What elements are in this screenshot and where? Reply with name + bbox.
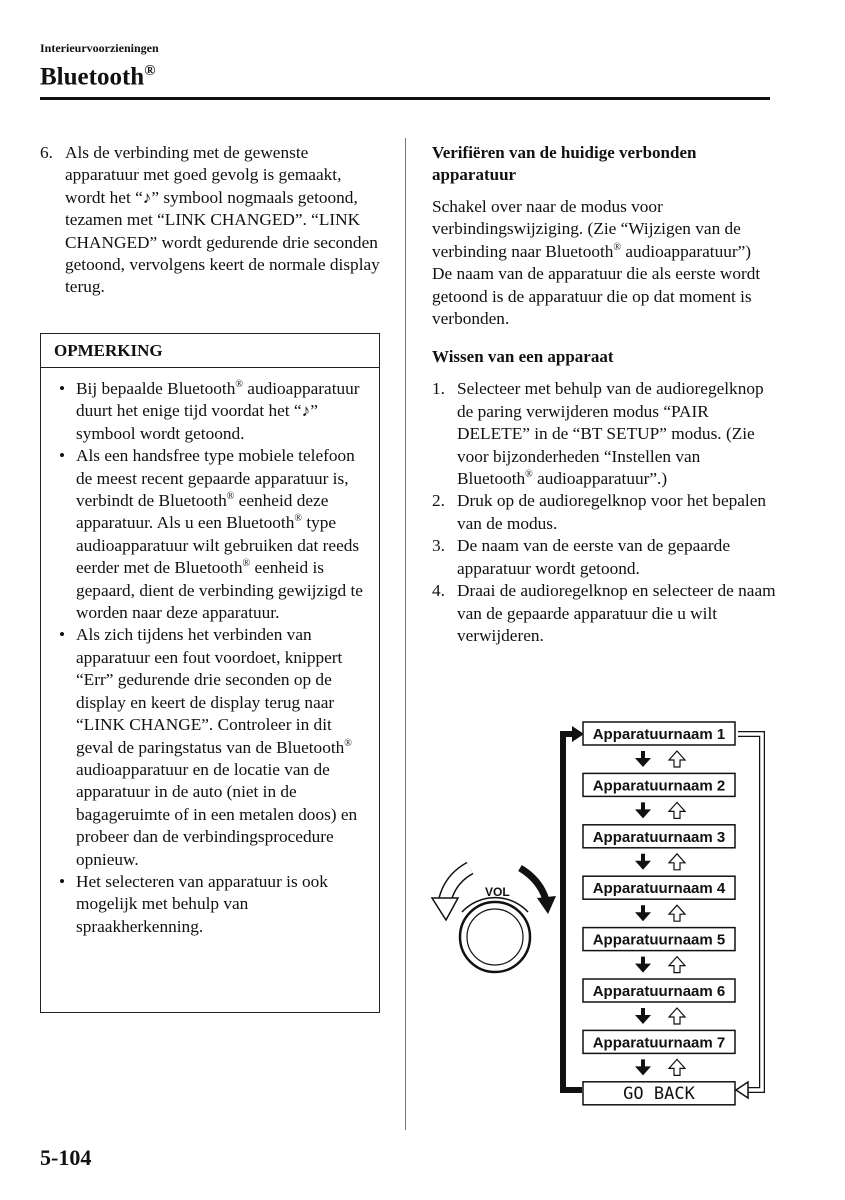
step-text: Draai de audioregelknop en selecteer de naam van de gepaarde apparatuur die u wilt verwijderen.	[457, 581, 776, 645]
registered-mark: ®	[226, 491, 235, 503]
arrow-down-icon	[635, 957, 651, 973]
bullet-text: eenheid is gepaard, dient de verbinding gewijzigd te worden naar deze apparatuur.	[76, 558, 363, 623]
music-note-icon: ♪	[301, 401, 311, 421]
bullet-text: audioapparatuur duurt het enige tijd voordat het “	[76, 379, 360, 421]
arrow-up-icon	[669, 1059, 685, 1075]
step-text: De naam van de eerste van de gepaarde apparatuur wordt getoond.	[457, 536, 730, 578]
device-name-label: Apparatuurnaam 4	[592, 880, 726, 898]
verify-heading: Verifiëren van de huidige verbonden apparatuur	[432, 143, 697, 184]
device-name-label: Apparatuurnaam 1	[592, 726, 726, 743]
device-name-label: Apparatuurnaam 2	[592, 777, 726, 795]
step-number: 4.	[432, 581, 445, 601]
arrow-up-icon	[669, 905, 685, 921]
note-title: OPMERKING	[41, 334, 379, 368]
registered-mark: ®	[294, 513, 302, 525]
verify-paragraph-2: De naam van de apparatuur die als eerste wordt getoond is de apparatuur die op dat moment is verbonden.	[432, 264, 761, 329]
page-title-text: Bluetooth	[40, 63, 145, 91]
step-number: 2.	[432, 491, 445, 511]
bullet-text: Als zich tijdens het verbinden van apparatuur een fout voordoet, knippert “Err” gedurende drie seconden op de display en keert de display terug naar “LINK CHANGE”. Controleer in dit geval de paringstatus van de Bluetooth	[76, 625, 345, 757]
registered-mark: ®	[344, 737, 352, 749]
arrow-up-icon	[669, 957, 685, 973]
knob-label: VOL	[485, 885, 510, 899]
registered-mark: ®	[235, 379, 243, 391]
arrow-up-icon	[669, 802, 685, 818]
bullet-text: type audioapparatuur wilt gebruiken dat reeds eerder met de Bluetooth	[76, 513, 360, 578]
device-name-label: Apparatuurnaam 3	[592, 828, 726, 846]
arrow-down-icon	[635, 905, 651, 921]
device-name-label: Apparatuurnaam 6	[592, 983, 726, 1000]
bullet-text: eenheid deze apparatuur. Als u een Bluetooth	[76, 491, 329, 533]
arrow-up-icon	[669, 1008, 685, 1024]
bullet-dot: •	[59, 871, 66, 891]
arrow-down-icon	[635, 802, 651, 818]
loop-arrow-up-icon	[736, 734, 762, 1098]
step-text: Druk op de audioregelknop voor het bepalen van de modus.	[457, 491, 767, 533]
vol-knob-icon	[460, 885, 530, 972]
registered-mark: ®	[613, 242, 622, 254]
device-list	[583, 722, 735, 1105]
arrow-down-icon	[635, 854, 651, 870]
loop-arrow-down-icon	[563, 726, 584, 1090]
section-label: Interieurvoorzieningen	[40, 41, 159, 55]
paragraph-text: Schakel over naar de modus voor verbindingswijziging. (Zie “Wijzigen van de verbinding naar Bluetooth	[432, 197, 741, 261]
delete-heading: Wissen van een apparaat	[432, 347, 614, 367]
arrow-up-icon	[669, 751, 685, 767]
bullet-dot: •	[59, 625, 66, 645]
paragraph-text: audioapparatuur”)	[625, 241, 752, 261]
bullet-text: ” symbool wordt getoond.	[76, 401, 318, 443]
rotate-left-arrow-icon	[432, 868, 470, 920]
step-text: Als de verbinding met de gewenste apparatuur met goed gevolg is gemaakt, wordt het “♪” symbool nogmaals getoond, tezamen met “LINK CHANGED”. “LINK CHANGED” wordt gedurende drie seconden getoond, vervolgens keert de normale display terug.	[65, 143, 380, 297]
bullet-dot: •	[59, 379, 66, 398]
bullet-text: audioapparatuur en de locatie van de apparatuur in de auto (niet in de bagageruimte of in een metalen doos) en probeer dan de verbindingsprocedure opnieuw.	[76, 759, 358, 869]
arrow-up-icon	[669, 854, 685, 870]
registered-mark: ®	[525, 469, 533, 481]
bullet-text: Het selecteren van apparatuur is ook mogelijk met behulp van spraakherkenning.	[76, 871, 328, 936]
arrow-down-icon	[635, 1059, 651, 1075]
page-number: 5-104	[40, 1145, 92, 1170]
device-name-label: Apparatuurnaam 5	[592, 931, 726, 949]
bullet-text: Als een handsfree type mobiele telefoon de meest recent gepaarde apparatuur is, verbindt de Bluetooth	[76, 446, 355, 511]
bullet-dot: •	[59, 446, 66, 466]
arrow-down-icon	[635, 751, 651, 767]
step-text: audioapparatuur”.)	[537, 469, 668, 489]
arrow-down-icon	[635, 1008, 651, 1024]
step-number: 3.	[432, 536, 445, 556]
rotate-right-arrow-icon	[520, 868, 556, 914]
device-name-label: Apparatuurnaam 7	[592, 1034, 726, 1052]
step-number: 6.	[40, 143, 53, 162]
registered-mark: ®	[242, 558, 251, 570]
bullet-text: Bij bepaalde Bluetooth	[76, 379, 236, 398]
step-number: 1.	[432, 379, 445, 399]
registered-mark: ®	[144, 63, 156, 79]
go-back-label: GO BACK	[623, 1083, 695, 1104]
step-text: Selecteer met behulp van de audioregelknop de paring verwijderen modus “PAIR DELETE” in de “BT SETUP” modus. (Zie voor bijzonderheden “Instellen van Bluetooth	[457, 379, 764, 489]
